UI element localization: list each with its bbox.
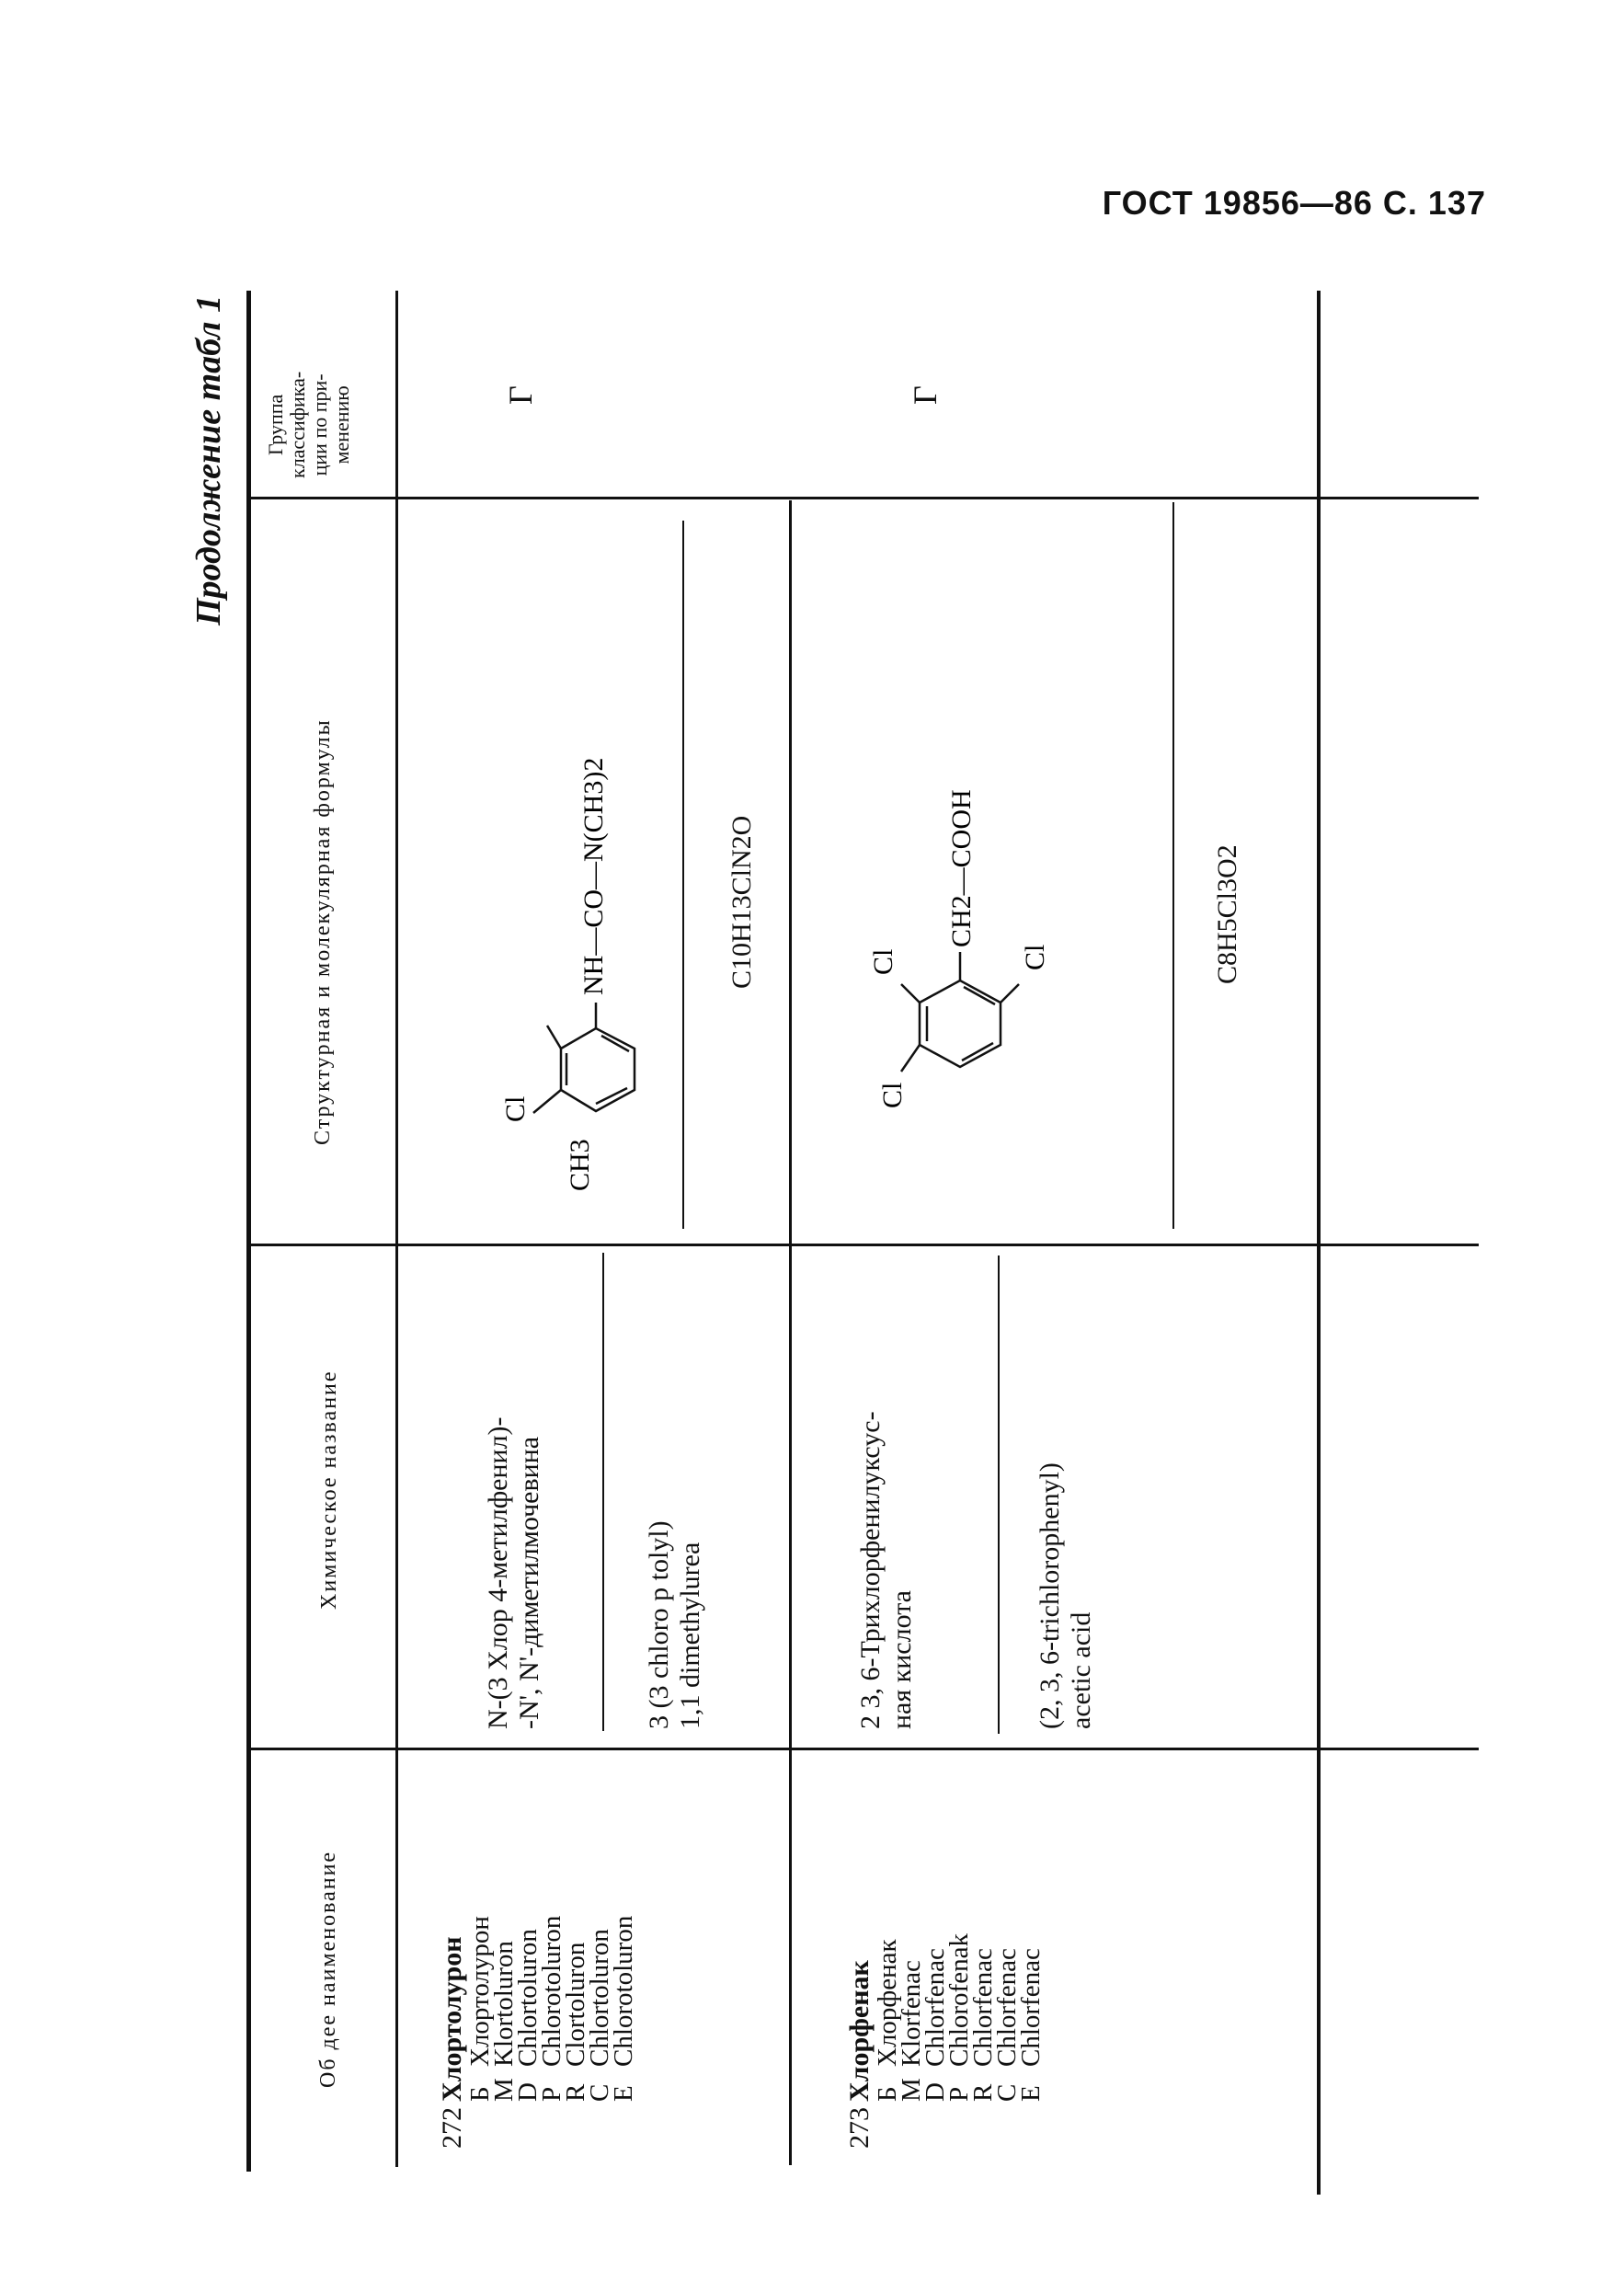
synonym: PChlorofenak [944,1933,974,2102]
synonym: MKlortoluron [489,1941,519,2102]
synonym: MKlorfenac [897,1960,926,2102]
synonym: БХлортолурон [465,1916,495,2102]
synonym: БХлорфенак [873,1939,902,2102]
sep-272-chem [602,1253,604,1731]
col-header-common-name: Об дее наименование [316,1850,340,2088]
entry-synonyms [437,1915,638,2102]
synonym: EChlorotoluron [609,1915,638,2102]
page-header: ГОСТ 19856—86 С. 137 [1102,184,1486,222]
chemical-name-en: 3 (3 chloro p tolyl) 1,1 dimethylurea [644,1520,705,1729]
struct-cl: Cl [868,948,898,975]
synonym: RChlorfenac [968,1948,998,2102]
struct-cl: Cl [500,1095,531,1122]
table-top-line [246,291,251,2172]
sep-273-formula [1172,502,1174,1229]
continuation-label: Продолжение табл 1 [189,294,228,625]
row-separator [789,500,792,2165]
common-name: Хлортолурон [437,1936,467,2102]
sep-272-formula [682,521,684,1229]
common-name: Хлорфенак [844,1960,875,2102]
col-sep-group [246,497,1479,499]
synonym: DChlorfenac [921,1948,950,2102]
col-header-chemical-name: Химическое название [317,1370,341,1610]
synonym: PChlorotoluron [537,1915,566,2102]
struct-cl: Cl [1020,944,1050,970]
usage-group: Г [502,385,539,405]
col-header-group: Группа классифика- ции по при- менению [264,371,353,478]
synonym: RClortoluron [561,1942,590,2102]
synonym-list [873,1933,1046,2102]
entry-number: 273 [844,2107,875,2149]
synonym: CChlortoluron [585,1929,614,2102]
entry-synonyms [844,1933,1046,2102]
synonym: EChlorfenac [1016,1948,1046,2102]
synonym: DChlortoluron [513,1929,543,2102]
chemical-name-en: (2, 3, 6-trichlorophenyl) acetic acid [1035,1462,1096,1729]
struct-ch3: CH3 [565,1139,595,1191]
col-sep-chemical [246,1748,1479,1750]
sep-273-chem [998,1255,1000,1734]
chemical-name-ru: N-(3 Хлор 4-метилфенил)- -N', N'-диметилмочевина [483,1416,544,1729]
usage-group: Г [907,385,944,405]
col-header-formula: Структурная и молекулярная формулы [311,718,335,1145]
struct-cl: Cl [877,1082,908,1108]
synonym: CChlorfenac [992,1948,1022,2102]
molecular-formula: C10H13ClN2O [726,815,757,989]
chemical-name-ru: 2 3, 6-Трихлорфенилуксус- ная кислота [855,1411,917,1729]
entry-number: 272 [437,2107,467,2149]
struct-chain: CH2—COOH [946,789,977,947]
structure-273 [864,570,1122,1232]
col-sep-formula [246,1244,1479,1246]
struct-chain: NH—CO—N(CH3)2 [578,757,609,995]
table-bottom-line [1317,291,1321,2195]
molecular-formula: C8H5Cl3O2 [1212,844,1242,984]
synonym-list [465,1915,638,2102]
structure-272 [478,570,680,1232]
header-separator [395,291,398,2167]
